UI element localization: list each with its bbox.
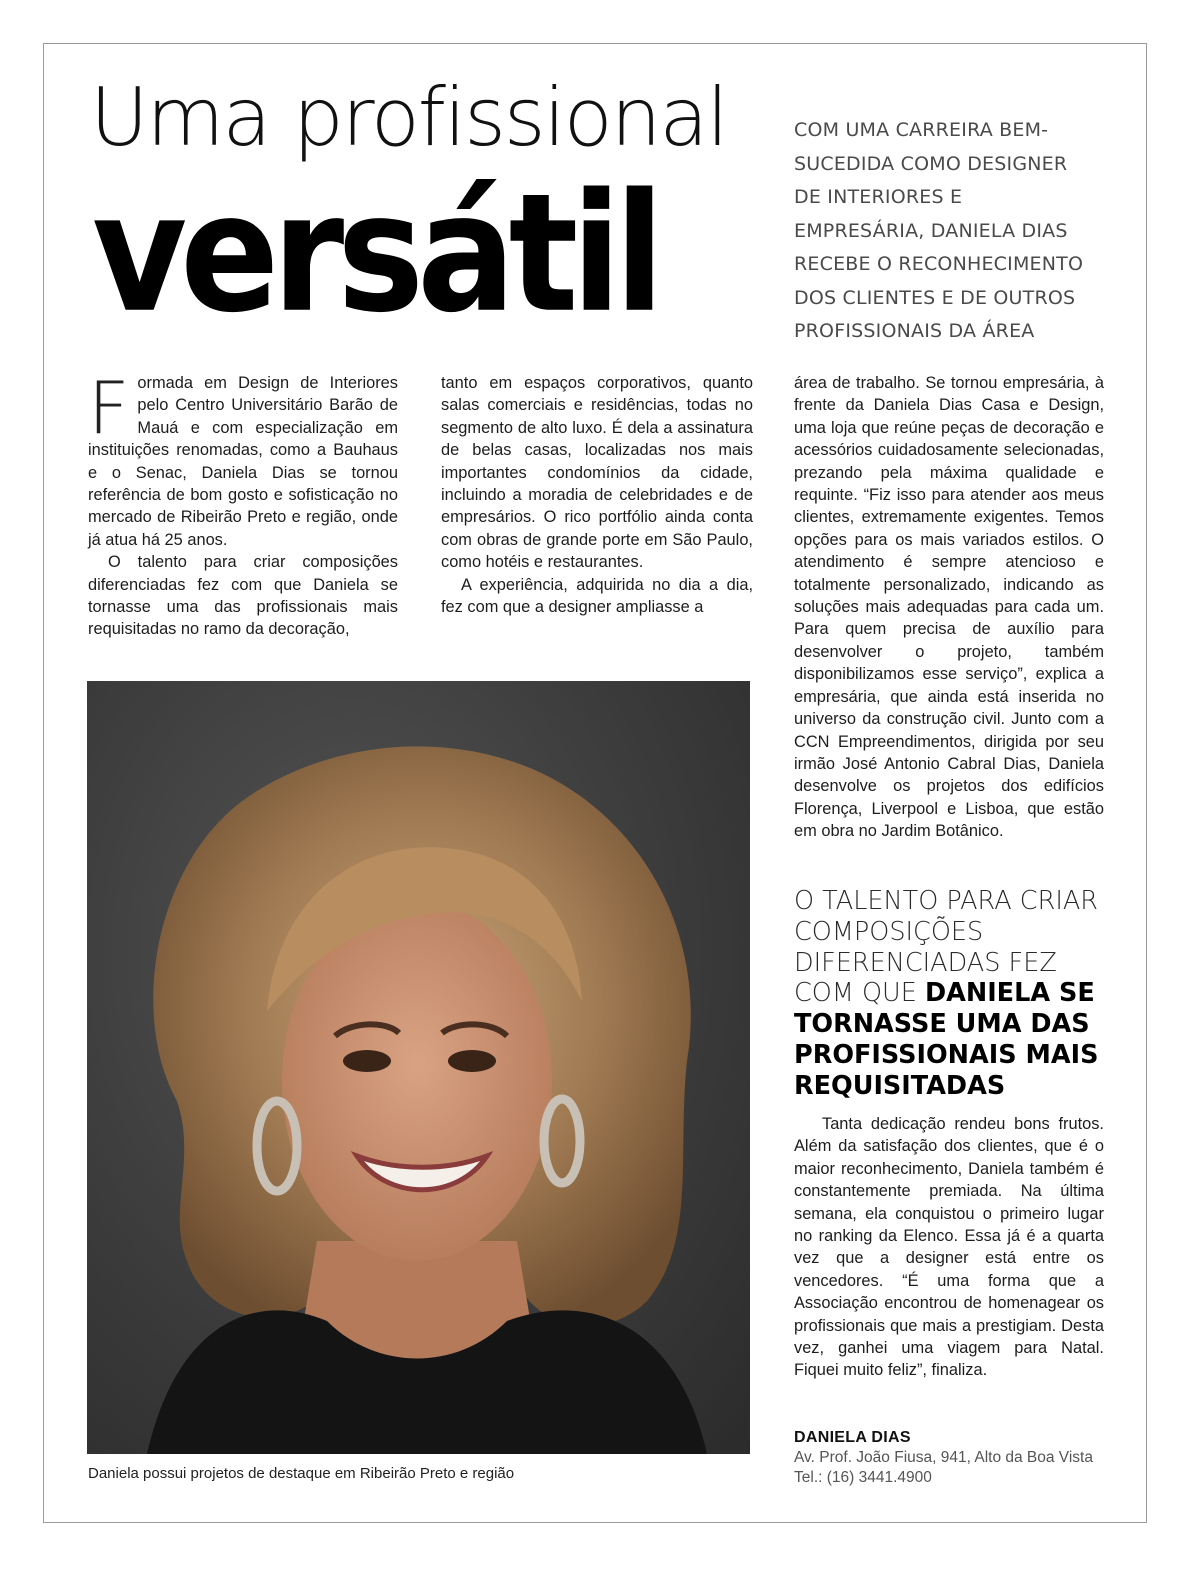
portrait-photo — [87, 681, 750, 1454]
headline-line-1: Uma profissional — [90, 71, 727, 164]
deck-subtitle: COM UMA CARREIRA BEM-SUCEDIDA COMO DESIGNER DE INTERIORES E EMPRESÁRIA, DANIELA DIAS RECEBE O RECONHECIMENTO DOS CLIENTES E DE OUTROS PROFISSIONAIS DA ÁREA — [794, 119, 1084, 342]
pull-quote-light: O TALENTO PARA CRIAR COMPOSIÇÕES DIFERENCIADAS FEZ COM QUE — [794, 886, 1098, 1009]
body-paragraph: área de trabalho. Se tornou empresária, à frente da Daniela Dias Casa e Design, uma loja que reúne peças de decoração e acessórios cuidadosamente selecionadas, prezando pela máxima qualidade e requinte. “Fiz isso para atender aos meus clientes, extremamente exigentes. Temos opções para os mais variados estilos. O atendimento é sempre atencioso e totalmente personalizado, indicando as soluções mais adequadas para cada um. Para quem precisa de auxílio para desenvolver o projeto, também disponibilizamos esse serviço”, explica a empresária, que ainda está inserida no universo da construção civil. Junto com a CCN Empreendimentos, dirigida por seu irmão José Antonio Cabral Dias, Daniela desenvolve os projetos dos edifícios Florença, Liverpool e Lisboa, que estão em obra no Jardim Botânico. — [794, 374, 1104, 841]
drop-cap: F — [88, 366, 130, 450]
body-column-2 — [441, 372, 753, 618]
body-text: ormada em Design de Interiores pelo Centro Universitário Barão de Mauá e com especialização em instituições renomadas, como a Bauhaus e o Senac, Daniela Dias se tornou referência de bom gosto e sofisticação no mercado de Ribeirão Preto e região, onde já atua há 25 anos. — [88, 374, 398, 549]
contact-block — [794, 1428, 1114, 1488]
body-paragraph: O talento para criar composições diferenciadas fez com que Daniela se tornasse uma das profissionais mais requisitadas no ramo da decoração, — [88, 553, 398, 639]
body-paragraph: tanto em espaços corporativos, quanto salas comerciais e residências, todas no segmento de alto luxo. É dela a assinatura de belas casas, localizadas nos mais importantes condomínios da cidade, incluindo a moradia de celebridades e de empresários. O rico portfólio ainda conta com obras de grande porte em São Paulo, como hotéis e restaurantes. — [441, 374, 753, 572]
body-column-4 — [794, 1113, 1104, 1382]
body-paragraph: Tanta dedicação rendeu bons frutos. Além da satisfação dos clientes, que é o maior reconhecimento, Daniela também é constantemente premiada. Na última semana, ela conquistou o primeiro lugar no ranking da Elenco. Essa já é a quarta vez que a designer está entre os vencedores. “É uma forma que a Associação encontrou de homenagear os profissionais que mais a prestigiam. Desta vez, ganhei uma viagem para Natal. Fiquei muito feliz”, finaliza. — [794, 1115, 1104, 1380]
contact-phone: Tel.: (16) 3441.4900 — [794, 1469, 932, 1486]
portrait-illustration — [87, 681, 750, 1454]
photo-caption: Daniela possui projetos de destaque em Ribeirão Preto e região — [88, 1465, 515, 1482]
body-paragraph: A experiência, adquirida no dia a dia, fez com que a designer ampliasse a — [441, 575, 753, 617]
pull-quote-bold: DANIELA SE TORNASSE UMA DAS PROFISSIONAIS MAIS REQUISITADAS — [794, 978, 1099, 1101]
right-eye-shape — [448, 1050, 496, 1072]
contact-address: Av. Prof. João Fiusa, 941, Alto da Boa Vista — [794, 1449, 1093, 1466]
body-paragraph — [88, 366, 398, 551]
left-eye-shape — [343, 1050, 391, 1072]
body-column-3 — [794, 372, 1104, 843]
body-column-1 — [88, 366, 398, 641]
pull-quote — [794, 886, 1104, 1102]
headline-line-2: versátil — [92, 158, 658, 349]
contact-name: DANIELA DIAS — [794, 1429, 911, 1446]
